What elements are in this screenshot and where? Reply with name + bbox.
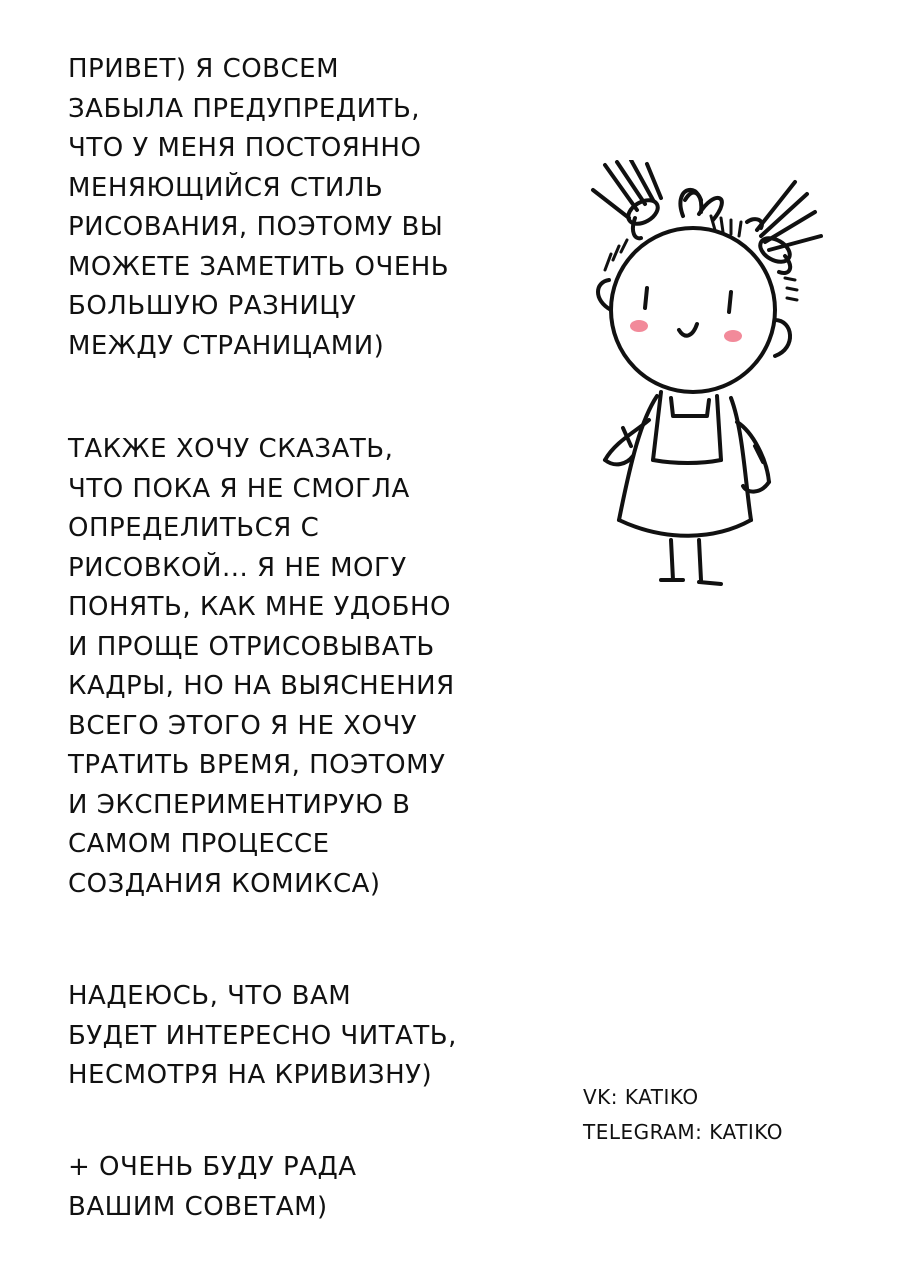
text-line: ВАШИМ СОВЕТАМ) [68, 1191, 328, 1222]
text-line: ТРАТИТЬ ВРЕМЯ, ПОЭТОМУ [68, 750, 446, 780]
text-line: НЕСМОТРЯ НА КРИВИЗНУ) [68, 1060, 433, 1090]
telegram-credit: TELEGRAM: KATIKO [583, 1120, 784, 1144]
text-line: БОЛЬШУЮ РАЗНИЦУ [68, 291, 357, 321]
head [611, 228, 775, 392]
paragraph-intro [68, 50, 538, 366]
text-line: И ПРОЩЕ ОТРИСОВЫВАТЬ [68, 631, 435, 662]
text-line: САМОМ ПРОЦЕССЕ [68, 829, 330, 859]
text-line: ЧТО У МЕНЯ ПОСТОЯННО [68, 133, 422, 163]
legs [661, 540, 721, 584]
right-eye [729, 292, 731, 312]
left-ear [598, 280, 611, 310]
vk-credit: VK: KATIKO [583, 1085, 699, 1109]
mouth [679, 324, 697, 336]
text-line: И ЭКСПЕРИМЕНТИРУЮ В [68, 789, 411, 820]
girl-doodle-icon [575, 160, 825, 590]
text-line: КАДРЫ, НО НА ВЫЯСНЕНИЯ [68, 671, 455, 701]
text-line: РИСОВАНИЯ, ПОЭТОМУ ВЫ [68, 212, 444, 242]
top-bow [680, 190, 721, 220]
text-line: + ОЧЕНЬ БУДУ РАДА [68, 1152, 357, 1182]
author-credits [583, 1080, 783, 1150]
left-eye [645, 288, 647, 308]
text-line: ВСЕГО ЭТОГО Я НЕ ХОЧУ [68, 710, 418, 741]
left-hair-tuft [593, 160, 662, 238]
text-line: МЕНЯЮЩИЙСЯ СТИЛЬ [68, 172, 384, 203]
text-line: ТАКЖЕ ХОЧУ СКАЗАТЬ, [68, 434, 394, 464]
dress [605, 392, 769, 536]
text-line: БУДЕТ ИНТЕРЕСНО ЧИТАТЬ, [68, 1020, 457, 1051]
text-line: НАДЕЮСЬ, ЧТО ВАМ [68, 981, 352, 1011]
text-line: ПРИВЕТ) Я СОВСЕМ [68, 54, 340, 84]
text-line: ПОНЯТЬ, КАК МНЕ УДОБНО [68, 592, 451, 622]
text-line: МЕЖДУ СТРАНИЦАМИ) [68, 330, 385, 361]
text-line: ЗАБЫЛА ПРЕДУПРЕДИТЬ, [68, 93, 421, 124]
text-line: МОЖЕТЕ ЗАМЕТИТЬ ОЧЕНЬ [68, 251, 450, 282]
right-ear [775, 320, 790, 356]
right-blush [724, 330, 742, 342]
paragraph-style-note [68, 430, 538, 904]
paragraph-hope [68, 977, 538, 1096]
left-blush [630, 320, 648, 332]
text-line: СОЗДАНИЯ КОМИКСА) [68, 868, 381, 899]
text-line: ОПРЕДЕЛИТЬСЯ С [68, 513, 320, 543]
paragraph-advice [68, 1148, 538, 1227]
text-line: ЧТО ПОКА Я НЕ СМОГЛА [68, 473, 410, 504]
text-line: РИСОВКОЙ... Я НЕ МОГУ [68, 552, 407, 583]
